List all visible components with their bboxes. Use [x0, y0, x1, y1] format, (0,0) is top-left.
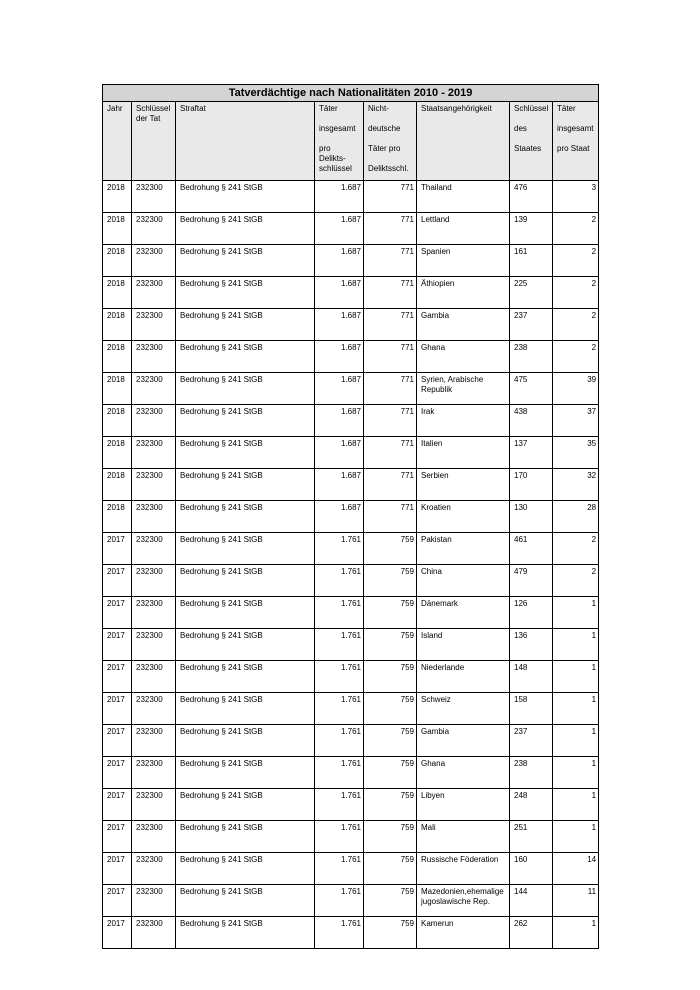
cell-offense: Bedrohung § 241 StGB — [176, 437, 315, 469]
table-row — [103, 821, 599, 853]
cell-nongerman-suspects: 759 — [364, 629, 417, 661]
cell-nongerman-suspects: 759 — [364, 821, 417, 853]
cell-year: 2018 — [103, 309, 132, 341]
header-line: pro Staat — [557, 144, 590, 153]
header-line: Straftat — [180, 104, 206, 113]
cell-total-suspects: 1.687 — [315, 181, 364, 213]
header-offense-key — [132, 102, 176, 181]
cell-suspects-per-state: 3 — [553, 181, 599, 213]
cell-nationality: Libyen — [417, 789, 510, 821]
cell-offense: Bedrohung § 241 StGB — [176, 373, 315, 405]
cell-state-key: 461 — [510, 533, 553, 565]
cell-year: 2018 — [103, 341, 132, 373]
cell-year: 2018 — [103, 245, 132, 277]
header-line: Täter pro — [368, 144, 401, 153]
cell-nationality: Lettland — [417, 213, 510, 245]
cell-total-suspects: 1.761 — [315, 885, 364, 917]
cell-state-key: 438 — [510, 405, 553, 437]
cell-offense: Bedrohung § 241 StGB — [176, 309, 315, 341]
cell-suspects-per-state: 32 — [553, 469, 599, 501]
cell-nongerman-suspects: 759 — [364, 693, 417, 725]
cell-suspects-per-state: 39 — [553, 373, 599, 405]
table-row — [103, 661, 599, 693]
cell-year: 2017 — [103, 757, 132, 789]
cell-nationality: Mali — [417, 821, 510, 853]
cell-offense-key: 232300 — [132, 789, 176, 821]
table-row — [103, 725, 599, 757]
cell-nongerman-suspects: 771 — [364, 469, 417, 501]
cell-state-key: 161 — [510, 245, 553, 277]
cell-state-key: 160 — [510, 853, 553, 885]
cell-state-key: 170 — [510, 469, 553, 501]
cell-offense-key: 232300 — [132, 853, 176, 885]
cell-suspects-per-state: 2 — [553, 245, 599, 277]
cell-year: 2018 — [103, 501, 132, 533]
cell-total-suspects: 1.761 — [315, 693, 364, 725]
header-line: Schlüssel der Tat — [136, 104, 171, 123]
cell-offense-key: 232300 — [132, 725, 176, 757]
header-line: insgesamt — [557, 124, 594, 133]
cell-suspects-per-state: 11 — [553, 885, 599, 917]
cell-nongerman-suspects: 771 — [364, 181, 417, 213]
cell-state-key: 237 — [510, 725, 553, 757]
table-row — [103, 341, 599, 373]
table-row — [103, 565, 599, 597]
cell-year: 2017 — [103, 853, 132, 885]
cell-total-suspects: 1.761 — [315, 725, 364, 757]
table-row — [103, 469, 599, 501]
table-row — [103, 757, 599, 789]
cell-suspects-per-state: 2 — [553, 533, 599, 565]
cell-total-suspects: 1.687 — [315, 469, 364, 501]
cell-year: 2018 — [103, 405, 132, 437]
header-line: Staatsangehörigkeit — [421, 104, 492, 113]
cell-offense: Bedrohung § 241 StGB — [176, 757, 315, 789]
cell-suspects-per-state: 2 — [553, 277, 599, 309]
cell-offense: Bedrohung § 241 StGB — [176, 661, 315, 693]
cell-total-suspects: 1.761 — [315, 597, 364, 629]
header-nongerman-suspects — [364, 102, 417, 181]
cell-suspects-per-state: 1 — [553, 597, 599, 629]
cell-nongerman-suspects: 771 — [364, 213, 417, 245]
cell-total-suspects: 1.761 — [315, 789, 364, 821]
table-row — [103, 885, 599, 917]
cell-offense-key: 232300 — [132, 917, 176, 949]
cell-total-suspects: 1.761 — [315, 821, 364, 853]
cell-offense-key: 232300 — [132, 821, 176, 853]
header-line: Täter — [319, 104, 338, 113]
header-line: pro — [319, 144, 331, 153]
cell-state-key: 126 — [510, 597, 553, 629]
table-row — [103, 629, 599, 661]
cell-offense-key: 232300 — [132, 405, 176, 437]
cell-nongerman-suspects: 759 — [364, 789, 417, 821]
cell-offense: Bedrohung § 241 StGB — [176, 405, 315, 437]
cell-total-suspects: 1.761 — [315, 853, 364, 885]
cell-nationality: Ghana — [417, 341, 510, 373]
table-row — [103, 917, 599, 949]
table-row — [103, 309, 599, 341]
cell-offense-key: 232300 — [132, 757, 176, 789]
cell-nationality: Italien — [417, 437, 510, 469]
cell-nationality: Irak — [417, 405, 510, 437]
cell-year: 2017 — [103, 821, 132, 853]
header-year — [103, 102, 132, 181]
table-row — [103, 533, 599, 565]
cell-offense: Bedrohung § 241 StGB — [176, 213, 315, 245]
cell-offense-key: 232300 — [132, 533, 176, 565]
cell-nongerman-suspects: 771 — [364, 309, 417, 341]
table-row — [103, 181, 599, 213]
header-line: schlüssel — [319, 164, 352, 173]
cell-nongerman-suspects: 771 — [364, 405, 417, 437]
cell-state-key: 139 — [510, 213, 553, 245]
cell-offense-key: 232300 — [132, 437, 176, 469]
header-suspects-per-state — [553, 102, 599, 181]
cell-nongerman-suspects: 759 — [364, 661, 417, 693]
cell-state-key: 237 — [510, 309, 553, 341]
cell-nationality: Pakistan — [417, 533, 510, 565]
cell-state-key: 130 — [510, 501, 553, 533]
cell-nongerman-suspects: 759 — [364, 853, 417, 885]
cell-offense-key: 232300 — [132, 181, 176, 213]
cell-offense: Bedrohung § 241 StGB — [176, 597, 315, 629]
header-line: Delikts- — [319, 154, 346, 163]
cell-offense: Bedrohung § 241 StGB — [176, 917, 315, 949]
header-line: deutsche — [368, 124, 401, 133]
header-total-suspects — [315, 102, 364, 181]
cell-suspects-per-state: 2 — [553, 309, 599, 341]
table-row — [103, 853, 599, 885]
header-line: Schlüssel — [514, 104, 549, 113]
table-row — [103, 437, 599, 469]
cell-total-suspects: 1.687 — [315, 373, 364, 405]
cell-offense: Bedrohung § 241 StGB — [176, 853, 315, 885]
cell-total-suspects: 1.687 — [315, 405, 364, 437]
table-row — [103, 213, 599, 245]
cell-total-suspects: 1.687 — [315, 341, 364, 373]
cell-state-key: 137 — [510, 437, 553, 469]
cell-offense-key: 232300 — [132, 309, 176, 341]
cell-year: 2017 — [103, 725, 132, 757]
cell-state-key: 248 — [510, 789, 553, 821]
cell-offense: Bedrohung § 241 StGB — [176, 725, 315, 757]
cell-offense-key: 232300 — [132, 693, 176, 725]
cell-total-suspects: 1.687 — [315, 501, 364, 533]
cell-nongerman-suspects: 759 — [364, 597, 417, 629]
cell-state-key: 262 — [510, 917, 553, 949]
cell-suspects-per-state: 2 — [553, 341, 599, 373]
header-line: Täter — [557, 104, 576, 113]
cell-nongerman-suspects: 759 — [364, 885, 417, 917]
cell-suspects-per-state: 1 — [553, 821, 599, 853]
table-row — [103, 373, 599, 405]
cell-state-key: 251 — [510, 821, 553, 853]
cell-year: 2017 — [103, 629, 132, 661]
cell-nongerman-suspects: 771 — [364, 277, 417, 309]
table-title: Tatverdächtige nach Nationalitäten 2010 - 2019 — [103, 85, 599, 102]
cell-year: 2018 — [103, 437, 132, 469]
cell-offense-key: 232300 — [132, 597, 176, 629]
cell-nongerman-suspects: 771 — [364, 245, 417, 277]
cell-nationality: Dänemark — [417, 597, 510, 629]
cell-offense-key: 232300 — [132, 501, 176, 533]
cell-year: 2017 — [103, 885, 132, 917]
table-body — [103, 181, 599, 949]
cell-nationality: Thailand — [417, 181, 510, 213]
cell-offense-key: 232300 — [132, 661, 176, 693]
cell-nationality: Kroatien — [417, 501, 510, 533]
header-nationality — [417, 102, 510, 181]
header-line: Nicht- — [368, 104, 389, 113]
cell-nationality: Schweiz — [417, 693, 510, 725]
table-row — [103, 501, 599, 533]
cell-offense: Bedrohung § 241 StGB — [176, 693, 315, 725]
table-row — [103, 693, 599, 725]
cell-suspects-per-state: 2 — [553, 213, 599, 245]
cell-offense: Bedrohung § 241 StGB — [176, 821, 315, 853]
cell-year: 2018 — [103, 213, 132, 245]
cell-suspects-per-state: 35 — [553, 437, 599, 469]
cell-nationality: Äthiopien — [417, 277, 510, 309]
table-row — [103, 277, 599, 309]
cell-year: 2018 — [103, 373, 132, 405]
cell-total-suspects: 1.761 — [315, 565, 364, 597]
cell-nationality: Gambia — [417, 725, 510, 757]
cell-state-key: 238 — [510, 341, 553, 373]
cell-nongerman-suspects: 759 — [364, 533, 417, 565]
cell-offense-key: 232300 — [132, 277, 176, 309]
table-row — [103, 597, 599, 629]
header-line: insgesamt — [319, 124, 356, 133]
cell-total-suspects: 1.687 — [315, 277, 364, 309]
cell-year: 2017 — [103, 597, 132, 629]
cell-suspects-per-state: 37 — [553, 405, 599, 437]
cell-offense-key: 232300 — [132, 469, 176, 501]
cell-offense: Bedrohung § 241 StGB — [176, 277, 315, 309]
cell-suspects-per-state: 1 — [553, 693, 599, 725]
cell-offense: Bedrohung § 241 StGB — [176, 501, 315, 533]
cell-total-suspects: 1.761 — [315, 917, 364, 949]
header-offense — [176, 102, 315, 181]
cell-total-suspects: 1.687 — [315, 245, 364, 277]
cell-offense-key: 232300 — [132, 213, 176, 245]
table-row — [103, 245, 599, 277]
cell-offense-key: 232300 — [132, 341, 176, 373]
cell-nationality: Russische Föderation — [417, 853, 510, 885]
cell-offense: Bedrohung § 241 StGB — [176, 789, 315, 821]
cell-nongerman-suspects: 759 — [364, 757, 417, 789]
cell-state-key: 148 — [510, 661, 553, 693]
cell-suspects-per-state: 1 — [553, 757, 599, 789]
cell-year: 2018 — [103, 277, 132, 309]
cell-offense-key: 232300 — [132, 565, 176, 597]
cell-suspects-per-state: 28 — [553, 501, 599, 533]
cell-offense-key: 232300 — [132, 629, 176, 661]
cell-total-suspects: 1.761 — [315, 757, 364, 789]
cell-nongerman-suspects: 759 — [364, 725, 417, 757]
cell-year: 2017 — [103, 533, 132, 565]
cell-state-key: 136 — [510, 629, 553, 661]
cell-nongerman-suspects: 759 — [364, 917, 417, 949]
cell-offense-key: 232300 — [132, 373, 176, 405]
cell-offense: Bedrohung § 241 StGB — [176, 245, 315, 277]
table-row — [103, 789, 599, 821]
cell-year: 2017 — [103, 565, 132, 597]
cell-suspects-per-state: 14 — [553, 853, 599, 885]
cell-suspects-per-state: 1 — [553, 725, 599, 757]
cell-year: 2018 — [103, 469, 132, 501]
header-line: Deliktsschl. — [368, 164, 409, 173]
cell-year: 2018 — [103, 181, 132, 213]
cell-year: 2017 — [103, 661, 132, 693]
cell-offense: Bedrohung § 241 StGB — [176, 341, 315, 373]
cell-total-suspects: 1.761 — [315, 533, 364, 565]
header-line: Staates — [514, 144, 542, 153]
table-row — [103, 405, 599, 437]
cell-suspects-per-state: 1 — [553, 661, 599, 693]
cell-offense-key: 232300 — [132, 885, 176, 917]
column-header-row — [103, 102, 599, 181]
header-line: Jahr — [107, 104, 123, 113]
cell-total-suspects: 1.687 — [315, 213, 364, 245]
cell-nationality: Island — [417, 629, 510, 661]
cell-state-key: 225 — [510, 277, 553, 309]
cell-state-key: 476 — [510, 181, 553, 213]
cell-state-key: 144 — [510, 885, 553, 917]
cell-state-key: 238 — [510, 757, 553, 789]
cell-year: 2017 — [103, 693, 132, 725]
cell-nationality: China — [417, 565, 510, 597]
cell-nationality: Niederlande — [417, 661, 510, 693]
cell-year: 2017 — [103, 789, 132, 821]
header-line: des — [514, 124, 527, 133]
cell-offense: Bedrohung § 241 StGB — [176, 533, 315, 565]
header-state-key — [510, 102, 553, 181]
cell-nongerman-suspects: 771 — [364, 373, 417, 405]
nationality-table — [102, 84, 599, 949]
cell-state-key: 475 — [510, 373, 553, 405]
cell-nongerman-suspects: 759 — [364, 565, 417, 597]
cell-total-suspects: 1.687 — [315, 309, 364, 341]
cell-nationality: Spanien — [417, 245, 510, 277]
cell-nationality: Kamerun — [417, 917, 510, 949]
cell-suspects-per-state: 1 — [553, 789, 599, 821]
cell-nongerman-suspects: 771 — [364, 341, 417, 373]
cell-offense: Bedrohung § 241 StGB — [176, 181, 315, 213]
cell-offense: Bedrohung § 241 StGB — [176, 629, 315, 661]
cell-year: 2017 — [103, 917, 132, 949]
cell-offense: Bedrohung § 241 StGB — [176, 469, 315, 501]
cell-nationality: Serbien — [417, 469, 510, 501]
cell-nongerman-suspects: 771 — [364, 501, 417, 533]
cell-offense: Bedrohung § 241 StGB — [176, 565, 315, 597]
cell-nationality: Mazedonien,ehemalige jugoslawische Rep. — [417, 885, 510, 917]
cell-nationality: Ghana — [417, 757, 510, 789]
cell-total-suspects: 1.761 — [315, 629, 364, 661]
cell-nationality: Gambia — [417, 309, 510, 341]
cell-nongerman-suspects: 771 — [364, 437, 417, 469]
cell-suspects-per-state: 1 — [553, 629, 599, 661]
cell-suspects-per-state: 1 — [553, 917, 599, 949]
cell-state-key: 479 — [510, 565, 553, 597]
cell-nationality: Syrien, Arabische Republik — [417, 373, 510, 405]
cell-state-key: 158 — [510, 693, 553, 725]
cell-suspects-per-state: 2 — [553, 565, 599, 597]
cell-offense-key: 232300 — [132, 245, 176, 277]
cell-total-suspects: 1.761 — [315, 661, 364, 693]
cell-total-suspects: 1.687 — [315, 437, 364, 469]
cell-offense: Bedrohung § 241 StGB — [176, 885, 315, 917]
